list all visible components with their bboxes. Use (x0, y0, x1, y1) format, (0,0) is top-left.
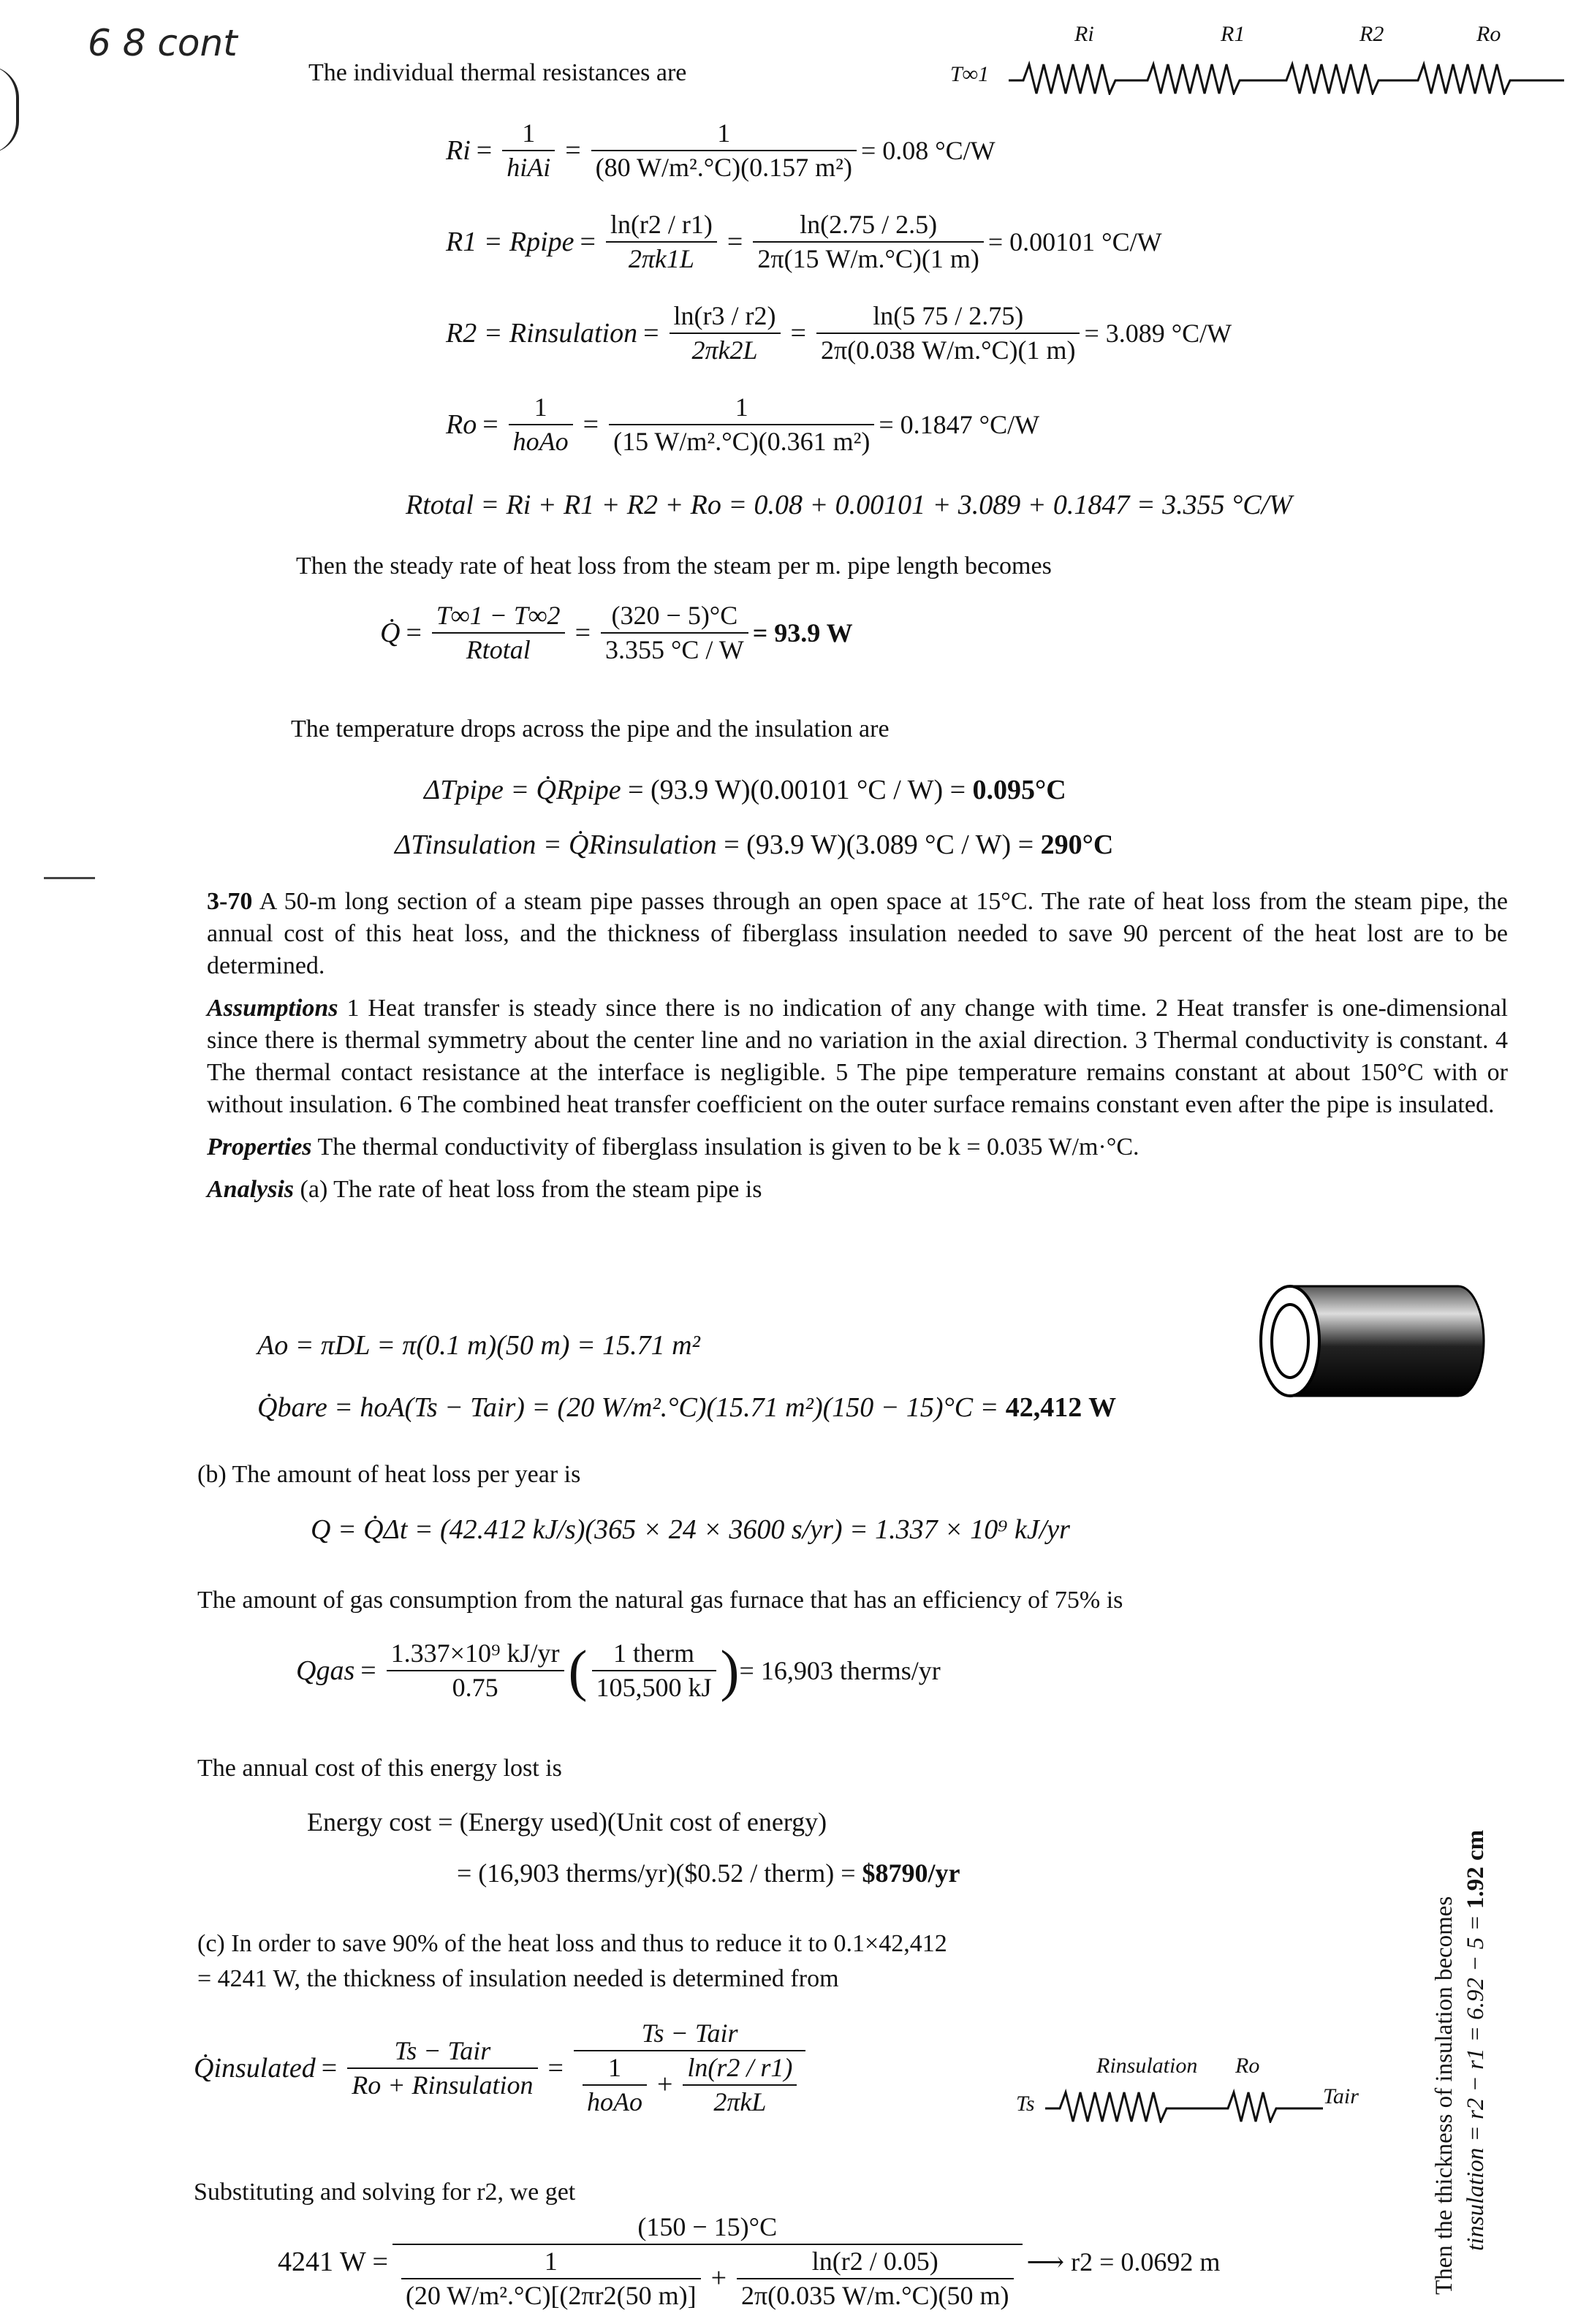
properties (207, 1131, 1508, 1163)
analysis-label: Analysis (207, 1176, 295, 1203)
network-label-ri: Ri (1074, 22, 1094, 46)
eq-qgas-conv (592, 1637, 716, 1704)
eq-ri-label: Ri (446, 135, 471, 166)
handwritten-note: 6 8 cont (88, 22, 238, 64)
network-node-ts: Ts (1016, 2092, 1035, 2116)
text: = (16,903 therms/yr)($0.52 / therm) = (457, 1858, 862, 1888)
den: 105,500 kJ (596, 1673, 712, 1702)
annual-cost-text: The annual cost of this energy lost is (197, 1755, 562, 1782)
den: (20 W/m².°C)[(2πr2(50 m)] (405, 2281, 697, 2310)
problem-number: 3-70 (207, 888, 253, 915)
side-eq (1460, 1830, 1492, 2251)
eq-r1-label: R1 = Rpipe (446, 227, 574, 257)
problem-statement (207, 886, 1508, 982)
eq-qbare (257, 1392, 1116, 1424)
eq-r1: R1 = Rpipe = $\frac{\ln(r2 / r1)}{2\pi k1L}$ = $\frac{\ln(2.75 / 2.5)}{2\pi(15 W/m.^\circ C)(1 m)}$ = 0.00101 °C/W (446, 208, 1162, 276)
eq-qgas-frac (387, 1637, 564, 1704)
eq-dt-pipe (424, 775, 1066, 807)
num: ln(r2 / r1) (606, 208, 717, 243)
result: 290°C (1040, 829, 1114, 860)
num: 1 (401, 2245, 701, 2279)
paren-close: ) (720, 1638, 740, 1702)
eq-r2: R2 = Rinsulation = $\frac{\ln(r3 / r2)}{2\pi k2L}$ = $\frac{\ln(5 75 / 2.75)}{2\pi(0.038 W/m.^\circ C)(1 m)}$ = 3.089 °C/W (446, 300, 1232, 367)
num: 1 therm (592, 1637, 716, 1671)
network-node-tair: Tair (1323, 2084, 1359, 2108)
den: hoAo (586, 2087, 642, 2116)
problem-text (207, 886, 1508, 1216)
side-lead: Then the thickness of insulation becomes (1431, 1896, 1457, 2295)
den: 2πk1L (628, 244, 694, 273)
left-bracket-mark (0, 66, 19, 153)
eq-ro-frac2 (609, 391, 874, 458)
statement: A 50-m long section of a steam pipe passes through an open space at 15°C. The rate of heat loss from the steam pipe, the annual cost of this heat loss, and the thickness of fiberglass insulation needed to save 90 percent of the heat lost are to be determined. (207, 888, 1508, 979)
assumptions-text: 1 Heat transfer is steady since there is no indication of any change with time. 2 Heat transfer is one-dimensional since there is thermal symmetry about the center line and no variation in the axial direction. 3 Thermal conductivity is constant. 4 The thermal contact resistance at the interface is negligible. 5 The pipe temperature remains constant at about 150°C with or without insulation. 6 The combined heat transfer coefficient on the outer surface remains constant even after the pipe is insulated. (207, 995, 1508, 1118)
eq-qgas: Qgas = $\frac{\text{1.337×10⁹ kJ/yr}}{0.75}$ ( $\frac{\text{1 therm}}{105,500 kJ}$ ) = 16,903 therms/yr (296, 1637, 941, 1704)
eq-ri-result: = 0.08 °C/W (860, 136, 996, 165)
eq-qins-lhs: Q̇insulated (194, 2052, 316, 2084)
eq-ao: Ao = πDL = π(0.1 m)(50 m) = 15.71 m² (257, 1330, 700, 1361)
num: T∞1 − T∞2 (432, 599, 565, 634)
eq-qins-frac2 (574, 2017, 805, 2119)
analysis (207, 1174, 1508, 1206)
eq-qgas-lhs: Qgas (296, 1655, 355, 1686)
eq: tinsulation = r2 − r1 = 6.92 − 5 = (1462, 1909, 1489, 2251)
eq-ro-frac1 (509, 391, 573, 458)
eq-final (278, 2211, 1220, 2312)
num: ln(r3 / r2) (670, 300, 781, 334)
num: (150 − 15)°C (392, 2211, 1023, 2245)
lhs: Q̇bare = hoA(Ts − Tair) = (20 W/m².°C)(15.71 m²)(150 − 15)°C = (257, 1392, 1006, 1423)
eq-final-lhs: 4241 W = (278, 2246, 388, 2277)
eq-dt-insulation (395, 829, 1113, 862)
den: Ro + Rinsulation (352, 2070, 534, 2100)
eq-ro-label: Ro (446, 409, 477, 440)
eq-qgas-result: = 16,903 therms/yr (739, 1656, 941, 1685)
num: 1 (583, 2051, 647, 2086)
eq-r2-label: R2 = Rinsulation (446, 318, 638, 349)
resistor-chain-icon (1009, 58, 1564, 95)
den: 2πkL (713, 2087, 767, 2116)
eq-q-year: Q = Q̇Δt = (42.412 kJ/s)(365 × 24 × 3600 s/yr) = 1.337 × 10⁹ kJ/yr (311, 1514, 1070, 1545)
result: 0.095°C (972, 775, 1066, 805)
side-thickness-text (1429, 1830, 1492, 2295)
den: 2π(15 W/m.°C)(1 m) (757, 244, 979, 273)
lhs: ΔTpipe = Q̇Rpipe (424, 775, 621, 805)
num: Ts − Tair (574, 2017, 805, 2051)
num: 1 (509, 391, 573, 425)
num: ln(r2 / 0.05) (737, 2245, 1014, 2279)
eq-qdot-lhs: Q̇ (380, 618, 401, 648)
analysis-text: (a) The rate of heat loss from the steam pipe is (300, 1176, 762, 1203)
steady-rate-text: Then the steady rate of heat loss from the steam per m. pipe length becomes (296, 552, 1052, 580)
rhs: = (93.9 W)(3.089 °C / W) = (724, 829, 1041, 860)
den: 2πk2L (691, 335, 758, 365)
eq-final-result: ⟶ r2 = 0.0692 m (1026, 2247, 1221, 2276)
num: ln(2.75 / 2.5) (753, 208, 984, 243)
properties-label: Properties (207, 1133, 312, 1161)
den-b (683, 2051, 797, 2119)
resistor-chain-bottom-icon (1045, 2086, 1323, 2123)
eq-qdot-frac1 (432, 599, 565, 667)
network-node-tinf1: T∞1 (950, 62, 990, 86)
eq-r2-frac1 (670, 300, 781, 367)
eq-qdot: Q̇ = $\frac{T\infty 1 - T\infty 2}{\text{Rtotal}}$ = $\frac{(320 - 5)^\circ C}{3.355 ^\circ C / W}$ = 93.9 W (380, 599, 853, 667)
den-b (737, 2245, 1014, 2312)
intro-text: The individual thermal resistances are (308, 59, 687, 86)
den: $\frac{1}{\text{hoAo}}$ + $\frac{\ln(r2 / r1)}{\text{2πkL}}$ (574, 2051, 805, 2119)
eq-qdot-result: = 93.9 W (752, 618, 853, 648)
network-label-r1: R1 (1221, 22, 1245, 46)
eq-qinsulated: Q̇insulated = $\frac{\text{Ts − Tair}}{\text{Ro + Rinsulation}}$ = Ts − Tair $\frac{1}{\text{hoAo}}$ + $\frac{\ln(r2 / r1)}{\text{2πkL}}$ (194, 2017, 810, 2119)
paren-open: ( (568, 1638, 588, 1702)
eq-r1-frac2 (753, 208, 984, 276)
num: ln(r2 / r1) (683, 2051, 797, 2086)
substituting-text: Substituting and solving for r2, we get (194, 2179, 576, 2206)
eq-r1-result: = 0.00101 °C/W (987, 227, 1162, 257)
eq-rtotal: Rtotal = Ri + R1 + R2 + Ro = 0.08 + 0.00101 + 3.089 + 0.1847 = 3.355 °C/W (406, 490, 1292, 520)
num: 1.337×10⁹ kJ/yr (387, 1637, 564, 1671)
energy-cost-line1: Energy cost = (Energy used)(Unit cost of energy) (307, 1807, 827, 1837)
energy-cost-line2 (457, 1858, 960, 1889)
den: 2π(0.038 W/m.°C)(1 m) (820, 335, 1076, 365)
rhs: = (93.9 W)(0.00101 °C / W) = (628, 775, 973, 805)
resistance-network-top (950, 22, 1564, 102)
margin-dash (44, 877, 95, 879)
eq-ri-frac2 (591, 117, 857, 184)
eq-ri: Ri = $\frac{1}{\text{hiAi}}$ = $\frac{1}{\text{(80 W/m².°C)(0.157 m²)}}$ = 0.08 °C/W (446, 117, 996, 184)
eq-qins-frac1 (347, 2035, 537, 2102)
eq-final-frac (392, 2211, 1023, 2312)
den: hoAo (512, 427, 569, 456)
eq-qdot-frac2 (601, 599, 748, 667)
den-a (583, 2051, 647, 2119)
num: 1 (609, 391, 874, 425)
eq-ri-frac1 (502, 117, 555, 184)
num: (320 − 5)°C (601, 599, 748, 634)
network-label-ro-bottom: Ro (1235, 2054, 1260, 2078)
pipe-illustration (1246, 1275, 1487, 1407)
part-c-text: (c) In order to save 90% of the heat loss and thus to reduce it to 0.1×42,412 (197, 1930, 947, 1957)
eq-ro: Ro = $\frac{1}{\text{hoAo}}$ = $\frac{1}{\text{(15 W/m².°C)(0.361 m²)}}$ = 0.1847 °C/W (446, 391, 1039, 458)
den: hiAi (507, 153, 551, 182)
den: 0.75 (452, 1673, 498, 1702)
num: 1 (591, 117, 857, 151)
assumptions-label: Assumptions (207, 995, 338, 1022)
result: 42,412 W (1005, 1392, 1117, 1423)
den: $\frac{1}{\text{(20 W/m².°C)[(2πr2(50 m)]}}$ + $\frac{\ln(r2 / 0.05)}{2\pi(0.035 W/m.^\circ C)(50 m)}$ (392, 2245, 1023, 2312)
result: $8790/yr (862, 1858, 960, 1888)
gas-text: The amount of gas consumption from the natural gas furnace that has an efficiency of 75% is (197, 1587, 1123, 1614)
eq-ro-result: = 0.1847 °C/W (879, 410, 1040, 439)
network-label-rinsulation: Rinsulation (1096, 2054, 1198, 2078)
part-c-text-2: = 4241 W, the thickness of insulation needed is determined from (197, 1965, 839, 1992)
assumptions (207, 992, 1508, 1121)
num: 1 (502, 117, 555, 151)
num: Ts − Tair (347, 2035, 537, 2069)
part-b-text: (b) The amount of heat loss per year is (197, 1461, 581, 1488)
properties-text: The thermal conductivity of fiberglass insulation is given to be k = 0.035 W/m·°C. (317, 1133, 1139, 1161)
resistance-network-bottom (1016, 2054, 1381, 2127)
num: ln(5 75 / 2.75) (816, 300, 1080, 334)
temp-drop-text: The temperature drops across the pipe and the insulation are (291, 715, 890, 743)
den: (15 W/m².°C)(0.361 m²) (613, 427, 871, 456)
den: 2π(0.035 W/m.°C)(50 m) (741, 2281, 1009, 2310)
network-label-ro: Ro (1476, 22, 1501, 46)
eq-r2-frac2 (816, 300, 1080, 367)
den: (80 W/m².°C)(0.157 m²) (595, 153, 852, 182)
eq-r2-result: = 3.089 °C/W (1084, 319, 1232, 348)
lhs: ΔTinsulation = Q̇Rinsulation (395, 829, 717, 860)
result: 1.92 cm (1462, 1829, 1489, 1910)
eq-r1-frac1 (606, 208, 717, 276)
network-label-r2: R2 (1359, 22, 1384, 46)
den: 3.355 °C / W (605, 635, 744, 664)
den: Rtotal (466, 635, 531, 664)
den-a (401, 2245, 701, 2312)
